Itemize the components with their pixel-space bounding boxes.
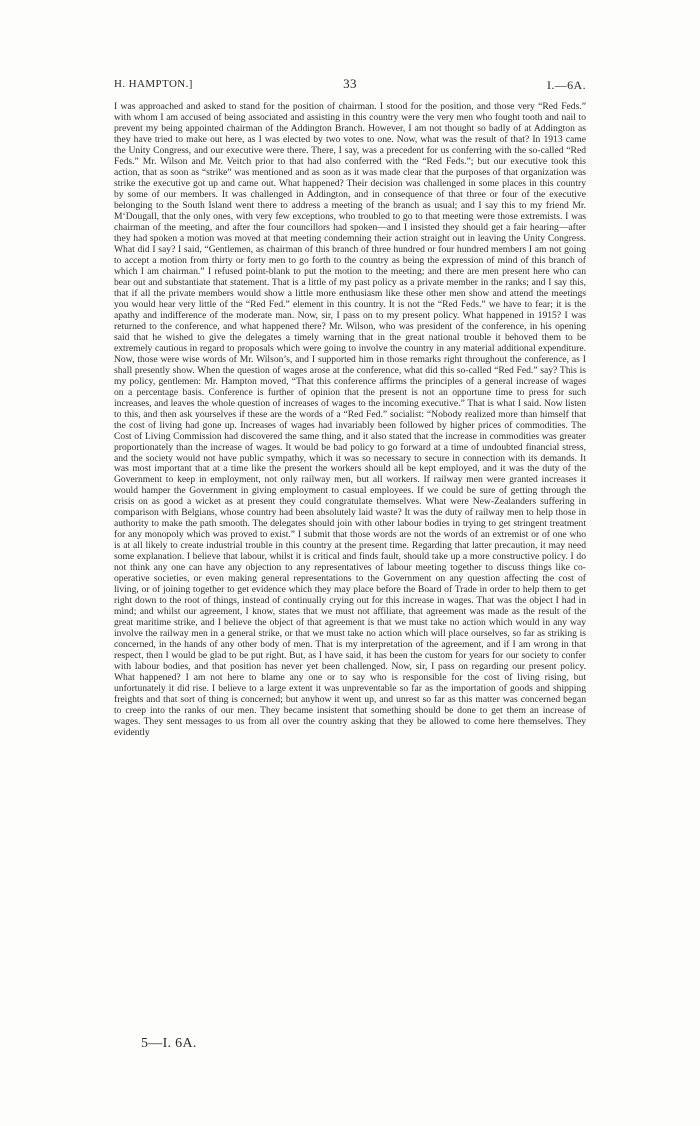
sheet-signature: 5—I. 6A.: [141, 1036, 197, 1051]
document-reference: I.—6A.: [546, 78, 586, 92]
page-number: 33: [343, 76, 357, 91]
paragraph: I was approached and asked to stand for the position of chairman. I stood for the position, and those very “Red Feds.” with whom I am accused of being associated and assisting in this country were the very men who fought tooth and nail to prevent my being appointed chairman of the Addington Branch. However, I am not thought so badly of at Addington as they have tried to make out here, as I was elected by two votes to one. Now, what was the result of that? In 1913 came the Unity Congress, and our executive were there. There, I say, was a precedent for us conferring with the so-called “Red Feds.” Mr. Wilson and Mr. Veitch prior to that had also conferred with the “Red Feds.”; but our executive took this action, that as soon as “strike” was mentioned and as soon as it was made clear that the purposes of that organization was strike the executive got up and came out. What happened? Their decision was challenged in some places in this country by some of our members. It was challenged in Addington, and in consequence of that three or four of the executive belonging to the South Island went there to address a meeting of the branch as usual; and I say this to my friend Mr. M‘Dougall, that the only ones, with very few exceptions, who troubled to go to that meeting were those extremists. I was chairman of the meeting, and after the four councillors had spoken—and I insisted they should get a fair hearing—after they had spoken a motion was moved at that meeting condemning their action straight out in leaving the Unity Congress. What did I say? I said, “Gentlemen, as chairman of this branch of three hundred or four hundred members I am not going to accept a motion from thirty or forty men to go forth to the country as being the expression of mind of this branch of which I am chairman.” I refused point-blank to put the motion to the meeting; and there are men present here who can bear out and substantiate that statement. That is a little of my past policy as a private member in the ranks; and I say this, that if all the private members would show a little more enthusiasm like these other men show and attend the meetings you would hear very little of the “Red Fed.” element in this country. It is not the “Red Feds.” we have to fear; it is the apathy and indifference of the moderate man. Now, sir, I pass on to my present policy. What happened in 1915? I was returned to the conference, and what happened there? Mr. Wilson, who was president of the conference, in his opening said that he wished to give the delegates a timely warning that in the great national trouble it behoved them to be extremely cautious in regard to proposals which were going to involve the country in any material additional expenditure. Now, those were wise words of Mr. Wilson’s, and I supported him in those remarks right throughout the conference, as I shall presently show. When the question of wages arose at the conference, what did this so-called “Red Fed.” say? This is my policy, gentlemen: Mr. Hampton moved, “That this conference affirms the principles of a general increase of wages on a percentage basis. Conference is further of opinion that the present is not an opportune time to press for such increases, and leaves the whole question of increases of wages to the incoming executive.” That is what I said. Now listen to this, and then ask yourselves if these are the words of a “Red Fed.” socialist: “Nobody realized more than himself that the cost of living had gone up. Increases of wages had invariably been followed by higher prices of commodities. The Cost of Living Commission had discovered the same thing, and it also stated that the increase in commodities was greater proportionately than the increase of wages. It would be bad policy to go forward at a time of undoubted financial stress, and the society would not have public sympathy, which it was so necessary to secure in connection with its demands. It was most important that at a time like the present the workers should all be kept employed, and it was the duty of the Government to keep in employment, not only railway men, but all workers. If railway men were granted increases it would hamper the Government in giving employment to casual employees. If we could be sure of getting through the crisis on as good a wicket as at present they could congratulate themselves. What were New-Zealanders suffering in comparison with Belgians, whose country had been absolutely laid waste? It was the duty of railway men to help those in authority to make the path smooth. The delegates should join with other labour bodies in trying to get stringent treatment for any monopoly which was proved to exist.” I submit that those words are not the words of an extremist or of one who is at all likely to create industrial trouble in this country at the present time. Regarding that latter precaution, it may need some explanation. I believe that labour, whilst it is critical and finds fault, should take up a more constructive policy. I do not think any one can have any objection to any representatives of labour meeting together to discuss things like co-operative societies, or even making general representations to the Government on any question affecting the cost of living, or of joining together to get evidence which they may place before the Board of Trade in order to help them to get right down to the root of things, instead of continually crying out for this increase in wages. That was the object I had in mind; and whilst our agreement, I know, states that we must not affiliate, that agreement was made as the result of the great maritime strike, and I believe the object of that agreement is that we must take no action which would in any way involve the railway men in a general strike, or that we must take no action which will place ourselves, so far as striking is concerned, in the hands of any other body of men. That is my interpretation of the agreement, and if I am wrong in that respect, then I would be glad to be put right. But, as I have said, it has been the custom for years for our society to confer with labour bodies, and that position has never yet been challenged. Now, sir, I pass on regarding our present policy. What happened? I am not here to blame any one or to say who is responsible for the cost of living rising, but unfortunately it did rise. I believe to a large extent it was unpreventable so far as the importation of goods and shipping freights and that sort of thing is concerned; but anyhow it went up, and unrest so far as this matter was concerned began to creep into the ranks of our men. They became insistent that something should be done to get them an increase of wages. They sent messages to us from all over the country asking that they be allowed to come here themselves. They evidently: [114, 101, 586, 739]
header-speaker: H. HAMPTON.]: [114, 78, 193, 90]
page-header: [114, 76, 586, 94]
body-text: [114, 101, 586, 738]
